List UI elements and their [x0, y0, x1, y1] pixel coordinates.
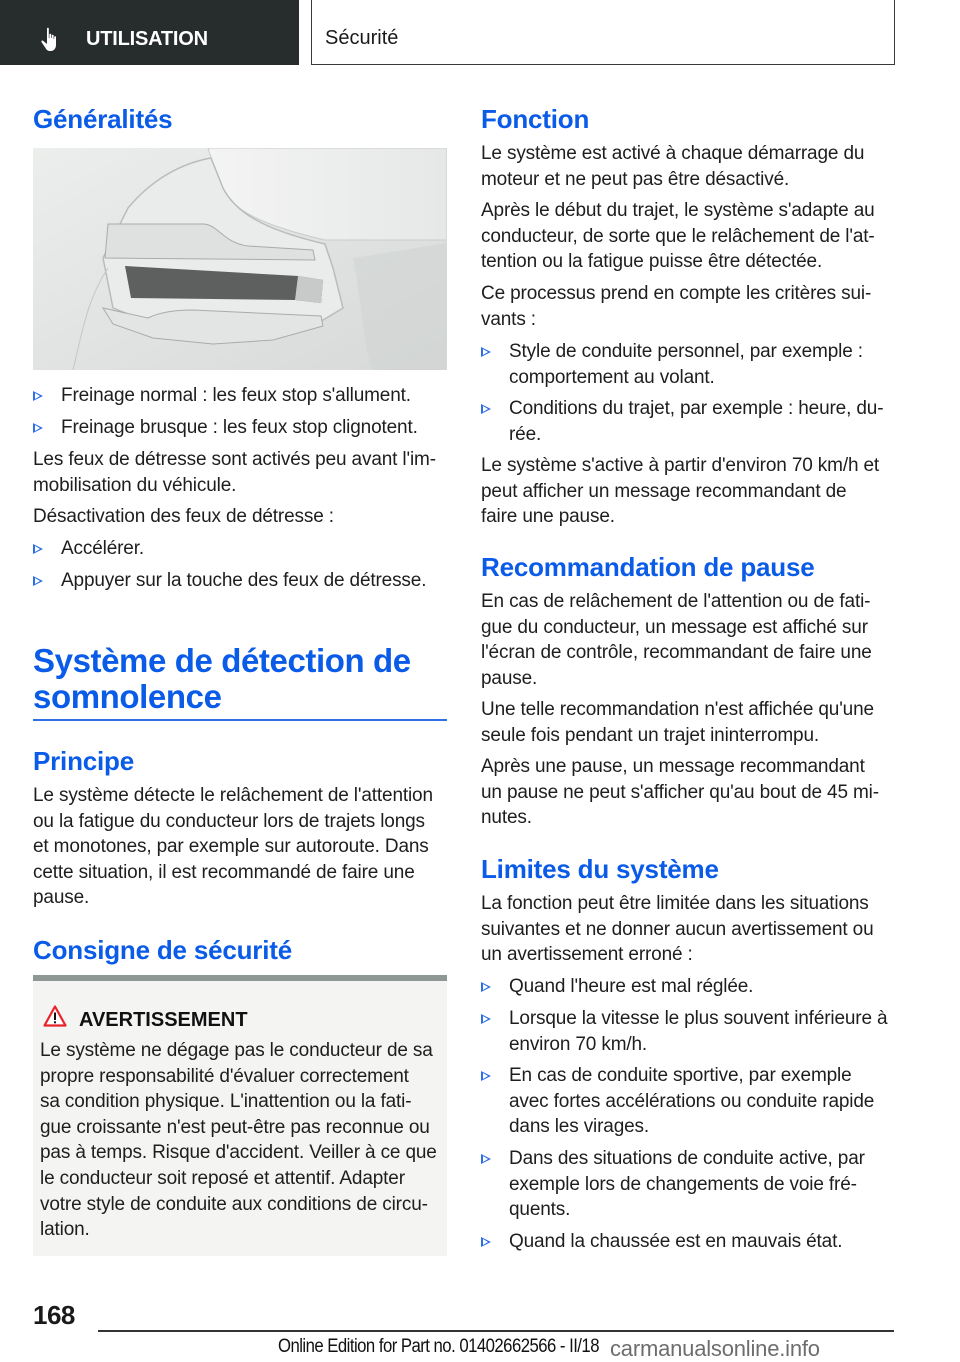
list-item: Quand l'heure est mal réglée. [481, 974, 901, 1000]
warning-title: AVERTISSEMENT [79, 1009, 248, 1031]
paragraph: Une telle recommandation n'est affichée qu'une seule fois pendant un trajet ininterrompu. [481, 699, 874, 746]
list-item: Freinage normal : les feux stop s'allument. [33, 383, 447, 409]
bullet-triangle-icon [481, 982, 491, 992]
list-item: Conditions du trajet, par exemple : heure, du- rée. [481, 396, 901, 448]
paragraph: Après une pause, un message recommandant un pause ne peut s'afficher qu'au bout de 45 mi- nutes. [481, 756, 879, 828]
heading-recommandation: Recommandation de pause [481, 552, 815, 582]
heading-consigne: Consigne de sécurité [33, 935, 292, 965]
watermark-link[interactable]: carmanualsonline.info [610, 1336, 820, 1361]
chapter-label: Sécurité [325, 27, 399, 49]
bullet-triangle-icon [33, 544, 43, 554]
list-item: En cas de conduite sportive, par exemple avec fortes accélérations ou conduite rapide dans les virages. [481, 1063, 901, 1141]
warning-triangle-icon [43, 1005, 67, 1027]
paragraph: En cas de relâchement de l'attention ou de fati- gue du conducteur, un message est affiché sur l'écran de contrôle, recommandant de faire une pause. [481, 591, 872, 689]
hand-pointer-icon [40, 27, 64, 53]
list-item: Style de conduite personnel, par exemple : comportement au volant. [481, 339, 901, 391]
bullet-triangle-icon [481, 1071, 491, 1081]
chapter-tab[interactable] [311, 0, 895, 65]
paragraph: Le système détecte le relâchement de l'attention ou la fatigue du conducteur lors de trajets longs et monotones, par exemple sur autoroute. Dans cette situation, il est recommandé de faire une pause. [33, 785, 433, 908]
paragraph: Les feux de détresse sont activés peu avant l'im- mobilisation du véhicule. [33, 449, 436, 496]
bullet-triangle-icon [481, 1014, 491, 1024]
warning-box [33, 975, 447, 1256]
list-item: Lorsque la vitesse le plus souvent inférieure à environ 70 km/h. [481, 1006, 901, 1058]
footer-divider [98, 1330, 894, 1332]
bullet-triangle-icon [33, 576, 43, 586]
list-item: Accélérer. [33, 536, 447, 562]
page-number: 168 [33, 1300, 75, 1330]
bullet-triangle-icon [481, 1154, 491, 1164]
bullet-triangle-icon [33, 423, 43, 433]
heading-principe: Principe [33, 746, 134, 776]
list-item: Freinage brusque : les feux stop clignotent. [33, 415, 447, 441]
paragraph: La fonction peut être limitée dans les situations suivantes et ne donner aucun avertissement ou un avertissement erroné : [481, 893, 874, 965]
paragraph: Le système est activé à chaque démarrage du moteur et ne peut pas être désactivé. [481, 143, 865, 190]
tail-light-illustration [33, 148, 447, 370]
page-title: Système de détection de somnolence [33, 642, 411, 715]
section-tab-utilisation[interactable] [0, 0, 299, 65]
bullet-triangle-icon [481, 404, 491, 414]
warning-text: Le système ne dégage pas le conducteur de sa propre responsabilité d'évaluer correctement sa condition physique. L'inattention ou la fati- gue croissante n'est peut-être pas reconnue ou pas à temps. Risque d'accident. Veiller à ce que le conducteur soit reposé et attentif. Adapter votre style de conduite aux conditions de circu- lation. [40, 1040, 437, 1241]
list-item: Appuyer sur la touche des feux de détresse. [33, 568, 453, 594]
title-divider [33, 719, 447, 721]
bullet-triangle-icon [481, 347, 491, 357]
paragraph: Le système s'active à partir d'environ 70 km/h et peut afficher un message recommandant de faire une pause. [481, 455, 880, 527]
paragraph: Ce processus prend en compte les critères sui- vants : [481, 283, 872, 330]
paragraph: Désactivation des feux de détresse : [33, 506, 334, 527]
heading-generalites: Généralités [33, 104, 173, 134]
section-label: UTILISATION [86, 28, 208, 50]
paragraph: Après le début du trajet, le système s'adapte au conducteur, de sorte que le relâchement de l'at- tention ou la fatigue puisse être détectée. [481, 200, 875, 272]
bullet-triangle-icon [33, 391, 43, 401]
heading-limites: Limites du système [481, 854, 719, 884]
list-item: Dans des situations de conduite active, par exemple lors de changements de voie fré- quents. [481, 1146, 901, 1224]
bullet-triangle-icon [481, 1237, 491, 1247]
list-item: Quand la chaussée est en mauvais état. [481, 1229, 901, 1255]
heading-fonction: Fonction [481, 104, 590, 134]
edition-text: Online Edition for Part no. 01402662566 - II/18 [278, 1336, 599, 1357]
